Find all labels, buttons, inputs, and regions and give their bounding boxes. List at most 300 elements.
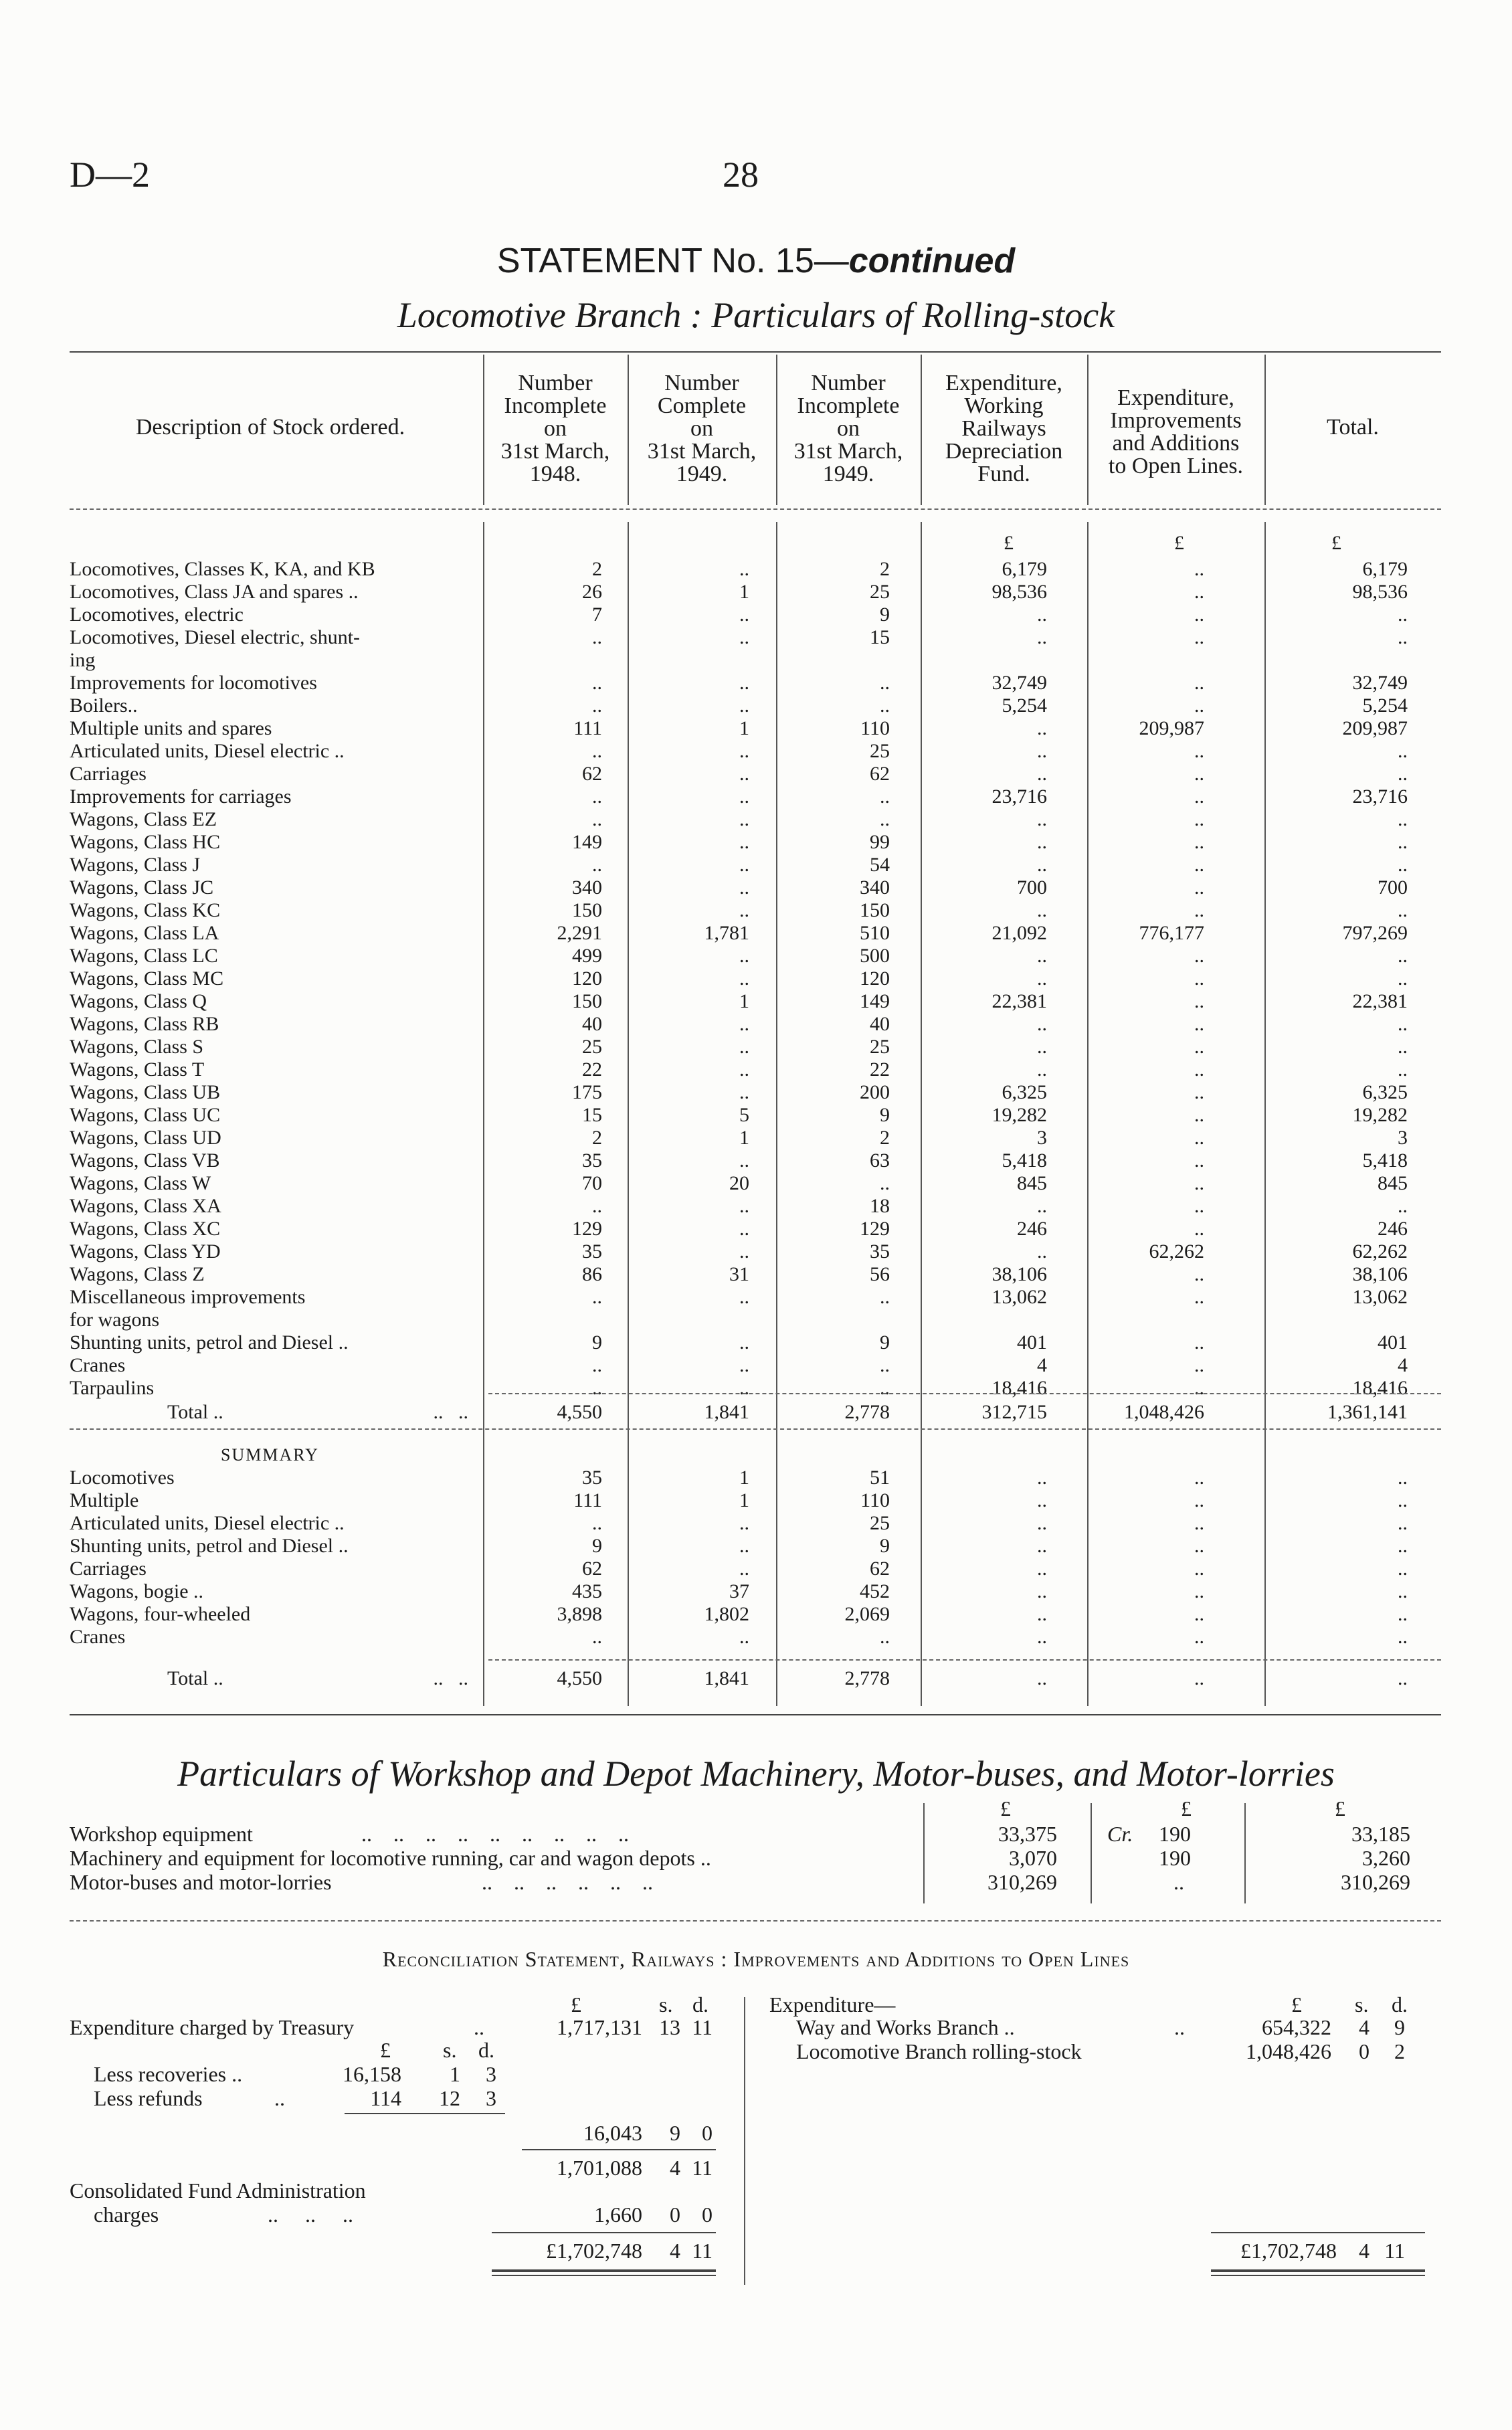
leader-dots: .. bbox=[274, 2086, 285, 2110]
recoveries-pence: 3 bbox=[486, 2062, 496, 2086]
stock-value: 54 bbox=[870, 854, 890, 876]
summary-description: Carriages bbox=[70, 1558, 147, 1580]
table-top-rule bbox=[70, 351, 1441, 353]
header-line: on bbox=[837, 416, 860, 441]
stock-value: .. bbox=[739, 603, 749, 626]
summary-value: .. bbox=[1398, 1512, 1408, 1534]
stock-value: .. bbox=[739, 672, 749, 694]
consolidated-label: Consolidated Fund Administration bbox=[70, 2178, 366, 2203]
stock-value: .. bbox=[1037, 1195, 1047, 1217]
stock-value: 62 bbox=[870, 763, 890, 785]
stock-value: 15 bbox=[582, 1104, 602, 1126]
stock-value: .. bbox=[1398, 945, 1408, 967]
stock-value: .. bbox=[1037, 945, 1047, 967]
stock-value: 25 bbox=[582, 1036, 602, 1058]
summary-value: .. bbox=[1037, 1467, 1047, 1489]
less-total-pounds: 16,043 bbox=[583, 2121, 642, 2145]
workshop-amount: 3,070 bbox=[1009, 1846, 1057, 1870]
stock-value: 120 bbox=[860, 967, 890, 990]
stock-description: Boilers.. bbox=[70, 694, 138, 717]
stock-value: .. bbox=[1194, 1263, 1204, 1285]
summary-value: .. bbox=[1037, 1626, 1047, 1648]
stock-value: .. bbox=[1194, 1331, 1204, 1353]
summary-value: .. bbox=[1194, 1580, 1204, 1602]
stock-value: .. bbox=[1037, 899, 1047, 921]
workshop-amount: 310,269 bbox=[987, 1870, 1057, 1894]
stock-value: 56 bbox=[870, 1263, 890, 1285]
summary-value: .. bbox=[1194, 1467, 1204, 1489]
summary-value: .. bbox=[1194, 1626, 1204, 1648]
stock-value: 150 bbox=[572, 990, 602, 1012]
header-line: 1949. bbox=[676, 462, 728, 486]
stock-value: .. bbox=[1037, 1036, 1047, 1058]
summary-value: .. bbox=[1037, 1512, 1047, 1534]
stock-value: 31 bbox=[729, 1263, 749, 1285]
summary-value: 1,802 bbox=[704, 1603, 749, 1625]
summary-total-rule bbox=[488, 1659, 1441, 1661]
summary-value: .. bbox=[1398, 1580, 1408, 1602]
stock-value: 246 bbox=[1017, 1218, 1047, 1240]
stock-value: 499 bbox=[572, 945, 602, 967]
stock-value: .. bbox=[739, 763, 749, 785]
stock-value: 38,106 bbox=[1352, 1263, 1408, 1285]
stock-value: .. bbox=[1194, 694, 1204, 717]
recoveries-pounds: 16,158 bbox=[343, 2062, 401, 2086]
leader-dots: .. .. bbox=[433, 1667, 468, 1689]
stock-value: .. bbox=[1194, 1149, 1204, 1172]
summary-value: 62 bbox=[870, 1558, 890, 1580]
summary-value: .. bbox=[592, 1512, 602, 1534]
stock-row bbox=[0, 558, 1512, 581]
stock-value: .. bbox=[1398, 740, 1408, 762]
stock-value: 22 bbox=[870, 1058, 890, 1081]
charged-shillings: 13 bbox=[659, 2015, 680, 2039]
stock-row bbox=[0, 1354, 1512, 1377]
summary-description: Cranes bbox=[70, 1626, 126, 1648]
workshop-desc: Machinery and equipment for locomotive running, car and wagon depots .. bbox=[70, 1846, 711, 1870]
stock-description: Wagons, Class XC bbox=[70, 1218, 221, 1240]
stock-value: 9 bbox=[880, 1331, 890, 1353]
stock-value: .. bbox=[592, 740, 602, 762]
stock-value: 18,416 bbox=[991, 1377, 1047, 1399]
summary-heading-row bbox=[0, 1444, 1512, 1467]
stock-value: 9 bbox=[880, 1104, 890, 1126]
stock-value: 401 bbox=[1017, 1331, 1047, 1353]
credit-label: Cr. bbox=[1107, 1822, 1133, 1846]
stock-value: 22 bbox=[582, 1058, 602, 1081]
stock-value: .. bbox=[592, 672, 602, 694]
header-improvements bbox=[1087, 387, 1264, 478]
summary-row bbox=[0, 1489, 1512, 1512]
stock-value: .. bbox=[739, 1218, 749, 1240]
currency-mark: £ bbox=[1331, 532, 1341, 554]
stock-value: 2 bbox=[592, 1127, 602, 1149]
stock-value: 62 bbox=[582, 763, 602, 785]
stock-value: .. bbox=[739, 1331, 749, 1353]
stock-value: .. bbox=[592, 1377, 602, 1399]
summary-row bbox=[0, 1558, 1512, 1580]
stock-value: .. bbox=[1194, 808, 1204, 830]
stock-row bbox=[0, 831, 1512, 854]
summary-description: Shunting units, petrol and Diesel .. bbox=[70, 1535, 349, 1557]
stock-value: .. bbox=[1037, 1058, 1047, 1081]
stock-value: 9 bbox=[592, 1331, 602, 1353]
stock-value: .. bbox=[1194, 1218, 1204, 1240]
charged-pounds: 1,717,131 bbox=[557, 2015, 642, 2039]
double-rule bbox=[1211, 2269, 1425, 2272]
double-rule bbox=[1211, 2275, 1425, 2276]
summary-row bbox=[0, 1603, 1512, 1626]
workshop-credit: 190 bbox=[1159, 1822, 1191, 1846]
stock-value: 6,325 bbox=[1362, 1081, 1408, 1103]
stock-value: .. bbox=[1194, 1195, 1204, 1217]
stock-value: .. bbox=[1194, 1013, 1204, 1035]
stock-value: 7 bbox=[592, 603, 602, 626]
stock-value: .. bbox=[1194, 876, 1204, 899]
hdr-pounds: £ bbox=[1291, 1992, 1302, 2017]
total-value: 1,841 bbox=[704, 1401, 749, 1423]
stock-value: 98,536 bbox=[1352, 581, 1408, 603]
statement-title bbox=[0, 241, 1512, 281]
refunds-label: Less refunds bbox=[94, 2086, 203, 2110]
stock-value: .. bbox=[1194, 740, 1204, 762]
stock-value: .. bbox=[739, 899, 749, 921]
stock-description: Wagons, Class EZ bbox=[70, 808, 217, 830]
total-row bbox=[0, 1401, 1512, 1424]
header-line: 31st March, bbox=[793, 439, 903, 464]
stock-value: .. bbox=[592, 785, 602, 808]
stock-row bbox=[0, 763, 1512, 785]
stock-value: 209,987 bbox=[1139, 717, 1204, 739]
stock-value: .. bbox=[1398, 1195, 1408, 1217]
stock-row bbox=[0, 1309, 1512, 1331]
workshop-credit: 190 bbox=[1159, 1846, 1191, 1870]
workshop-desc: Motor-buses and motor-lorries bbox=[70, 1870, 332, 1894]
reconciliation-title: Reconciliation Statement, Railways : Improvements and Additions to Open Lines bbox=[382, 1947, 1130, 1971]
stock-value: 35 bbox=[582, 1240, 602, 1263]
stock-value: .. bbox=[1194, 1354, 1204, 1376]
summary-value: .. bbox=[1398, 1489, 1408, 1511]
summary-description: Locomotives bbox=[70, 1467, 175, 1489]
stock-value: .. bbox=[1398, 831, 1408, 853]
stock-value: .. bbox=[739, 876, 749, 899]
currency-mark: £ bbox=[1000, 1796, 1011, 1820]
workshop-amount: 33,375 bbox=[998, 1822, 1057, 1846]
stock-value: 25 bbox=[870, 740, 890, 762]
stock-value: 40 bbox=[582, 1013, 602, 1035]
stock-value: 5,418 bbox=[1002, 1149, 1047, 1172]
stock-value: 62,262 bbox=[1352, 1240, 1408, 1263]
stock-value: .. bbox=[1194, 1104, 1204, 1126]
stock-description: Wagons, Class VB bbox=[70, 1149, 220, 1172]
summary-value: .. bbox=[1037, 1558, 1047, 1580]
stock-row bbox=[0, 603, 1512, 626]
stock-row bbox=[0, 1331, 1512, 1354]
stock-value: .. bbox=[1037, 967, 1047, 990]
stock-value: 25 bbox=[870, 581, 890, 603]
loco-pence: 2 bbox=[1394, 2039, 1405, 2063]
stock-value: 149 bbox=[860, 990, 890, 1012]
summary-row bbox=[0, 1626, 1512, 1649]
stock-value: .. bbox=[880, 1172, 890, 1194]
stock-row bbox=[0, 876, 1512, 899]
summary-value: 435 bbox=[572, 1580, 602, 1602]
workshop-desc: Workshop equipment bbox=[70, 1822, 253, 1846]
stock-description: Wagons, Class W bbox=[70, 1172, 211, 1194]
stock-value: .. bbox=[592, 1286, 602, 1308]
stock-value: 3 bbox=[1037, 1127, 1047, 1149]
loco-pounds: 1,048,426 bbox=[1246, 2039, 1331, 2063]
header-line: Number bbox=[811, 371, 886, 395]
total-value: 2,778 bbox=[844, 1401, 890, 1423]
stock-row bbox=[0, 1172, 1512, 1195]
stock-row bbox=[0, 785, 1512, 808]
consolidated-shillings: 0 bbox=[670, 2203, 680, 2227]
header-line: 1949. bbox=[822, 462, 874, 486]
less-total-pence: 0 bbox=[702, 2121, 713, 2145]
stock-value: .. bbox=[739, 945, 749, 967]
stock-description: Carriages bbox=[70, 763, 147, 785]
total-label: Total .. bbox=[167, 1401, 223, 1423]
stock-description: Locomotives, Classes K, KA, and KB bbox=[70, 558, 375, 580]
summary-value: 2,069 bbox=[844, 1603, 890, 1625]
stock-value: .. bbox=[1194, 945, 1204, 967]
stock-value: .. bbox=[1398, 808, 1408, 830]
stock-description: Wagons, Class T bbox=[70, 1058, 205, 1081]
stock-row bbox=[0, 922, 1512, 945]
summary-value: .. bbox=[1194, 1489, 1204, 1511]
summary-value: .. bbox=[1398, 1603, 1408, 1625]
stock-value: 5,254 bbox=[1002, 694, 1047, 717]
stock-description: Locomotives, Class JA and spares .. bbox=[70, 581, 359, 603]
stock-value: .. bbox=[739, 785, 749, 808]
stock-value: 149 bbox=[572, 831, 602, 853]
stock-row bbox=[0, 1149, 1512, 1172]
stock-value: .. bbox=[739, 1081, 749, 1103]
header-line: Number bbox=[664, 371, 739, 395]
stock-value: .. bbox=[1037, 626, 1047, 648]
stock-value: 13,062 bbox=[991, 1286, 1047, 1308]
workshop-row bbox=[0, 1846, 1512, 1870]
stock-value: 1 bbox=[739, 990, 749, 1012]
stock-value: .. bbox=[739, 808, 749, 830]
leader-dots: .. bbox=[474, 2015, 484, 2039]
stock-value: .. bbox=[1194, 831, 1204, 853]
header-line: Expenditure, bbox=[945, 371, 1062, 395]
summary-value: .. bbox=[1398, 1535, 1408, 1557]
loco-branch-label: Locomotive Branch rolling-stock bbox=[796, 2039, 1082, 2063]
right-grand-pence: 11 bbox=[1384, 2239, 1405, 2263]
stock-value: .. bbox=[739, 854, 749, 876]
summary-value: 62 bbox=[582, 1558, 602, 1580]
stock-value: 40 bbox=[870, 1013, 890, 1035]
statement-title-continued: continued bbox=[848, 242, 1016, 280]
loco-shillings: 0 bbox=[1359, 2039, 1369, 2063]
stock-row bbox=[0, 1058, 1512, 1081]
summary-value: .. bbox=[880, 1626, 890, 1648]
leader-dots: .. .. .. .. .. .. bbox=[482, 1870, 653, 1894]
stock-value: .. bbox=[739, 1354, 749, 1376]
stock-value: 22,381 bbox=[991, 990, 1047, 1012]
stock-value: .. bbox=[880, 785, 890, 808]
stock-description: Cranes bbox=[70, 1354, 126, 1376]
stock-value: .. bbox=[739, 1036, 749, 1058]
total-value: 312,715 bbox=[981, 1401, 1047, 1423]
workshop-total: 3,260 bbox=[1362, 1846, 1410, 1870]
consolidated-label-2: charges bbox=[94, 2203, 159, 2227]
left-grand-pounds: £1,702,748 bbox=[546, 2239, 642, 2263]
stock-value: 845 bbox=[1017, 1172, 1047, 1194]
stock-value: .. bbox=[880, 1286, 890, 1308]
workshop-title: Particulars of Workshop and Depot Machinery, Motor-buses, and Motor-lorries bbox=[177, 1754, 1335, 1794]
stock-value: 110 bbox=[860, 717, 890, 739]
hdr-pence: d. bbox=[692, 1992, 708, 2017]
stock-row bbox=[0, 899, 1512, 922]
stock-description: Wagons, Class UD bbox=[70, 1127, 221, 1149]
summary-value: .. bbox=[739, 1626, 749, 1648]
stock-description: Improvements for carriages bbox=[70, 785, 292, 808]
total-value: 1,361,141 bbox=[1327, 1401, 1408, 1423]
stock-value: .. bbox=[1398, 967, 1408, 990]
sub-hdr-pence: d. bbox=[478, 2038, 494, 2062]
stock-description: Locomotives, Diesel electric, shunt- bbox=[70, 626, 361, 648]
left-grand-pence: 11 bbox=[692, 2239, 713, 2263]
stock-description: Wagons, Class LC bbox=[70, 945, 218, 967]
stock-value: .. bbox=[1398, 626, 1408, 648]
stock-row bbox=[0, 717, 1512, 740]
summary-row bbox=[0, 1512, 1512, 1535]
stock-value: 13,062 bbox=[1352, 1286, 1408, 1308]
stock-row bbox=[0, 1218, 1512, 1240]
summary-total-label: Total .. bbox=[167, 1667, 223, 1689]
stock-value: 111 bbox=[573, 717, 602, 739]
summary-value: .. bbox=[739, 1535, 749, 1557]
stock-value: .. bbox=[739, 1377, 749, 1399]
stock-value: .. bbox=[1037, 831, 1047, 853]
summary-value: 3,898 bbox=[557, 1603, 602, 1625]
summary-row bbox=[0, 1467, 1512, 1489]
less-total-shillings: 9 bbox=[670, 2121, 680, 2145]
currency-mark: £ bbox=[1181, 1796, 1192, 1820]
header-line: to Open Lines. bbox=[1108, 454, 1244, 478]
sub-rule bbox=[522, 2149, 716, 2150]
header-incomplete-1949 bbox=[776, 372, 921, 486]
double-rule bbox=[492, 2275, 716, 2276]
stock-row bbox=[0, 1104, 1512, 1127]
stock-value: 4 bbox=[1037, 1354, 1047, 1376]
stock-value: 5,418 bbox=[1362, 1149, 1408, 1172]
summary-value: .. bbox=[1194, 1558, 1204, 1580]
stock-row bbox=[0, 854, 1512, 876]
table-bottom-rule bbox=[70, 1714, 1441, 1715]
stock-value: 340 bbox=[572, 876, 602, 899]
stock-description: Multiple units and spares bbox=[70, 717, 272, 739]
stock-value: 20 bbox=[729, 1172, 749, 1194]
stock-description: Wagons, Class LA bbox=[70, 922, 219, 944]
stock-description: for wagons bbox=[70, 1309, 160, 1331]
stock-value: 150 bbox=[572, 899, 602, 921]
summary-description: Wagons, four-wheeled bbox=[70, 1603, 251, 1625]
summary-value: 1 bbox=[739, 1467, 749, 1489]
summary-value: .. bbox=[1398, 1558, 1408, 1580]
header-line: Expenditure, bbox=[1117, 385, 1234, 410]
stock-value: .. bbox=[880, 1354, 890, 1376]
summary-value: 35 bbox=[582, 1467, 602, 1489]
stock-value: 700 bbox=[1017, 876, 1047, 899]
stock-value: 1 bbox=[739, 717, 749, 739]
stock-description: Wagons, Class JC bbox=[70, 876, 214, 899]
stock-value: 776,177 bbox=[1139, 922, 1204, 944]
workshop-credit: .. bbox=[1173, 1870, 1184, 1894]
total-bottom-rule bbox=[70, 1428, 1441, 1430]
statement-subtitle: Locomotive Branch : Particulars of Rolling-stock bbox=[397, 295, 1115, 335]
stock-value: .. bbox=[1037, 1013, 1047, 1035]
stock-value: 99 bbox=[870, 831, 890, 853]
stock-value: .. bbox=[739, 831, 749, 853]
header-line: Incomplete bbox=[504, 393, 607, 418]
stock-value: 26 bbox=[582, 581, 602, 603]
hdr-shillings: s. bbox=[659, 1992, 673, 2017]
stock-value: .. bbox=[1194, 763, 1204, 785]
workshop-row bbox=[0, 1822, 1512, 1846]
stock-description: Wagons, Class S bbox=[70, 1036, 204, 1058]
summary-value: .. bbox=[1398, 1626, 1408, 1648]
stock-value: 9 bbox=[880, 603, 890, 626]
net-pounds: 1,701,088 bbox=[557, 2156, 642, 2180]
stock-value: 150 bbox=[860, 899, 890, 921]
summary-value: .. bbox=[592, 1626, 602, 1648]
stock-value: .. bbox=[739, 694, 749, 717]
stock-row bbox=[0, 1127, 1512, 1149]
stock-value: .. bbox=[592, 808, 602, 830]
total-rule bbox=[488, 1393, 1441, 1394]
way-works-label: Way and Works Branch .. bbox=[796, 2015, 1015, 2039]
summary-total-value: .. bbox=[1398, 1667, 1408, 1689]
header-description: Description of Stock ordered. bbox=[135, 415, 405, 440]
stock-description: Wagons, Class UB bbox=[70, 1081, 221, 1103]
leader-dots: .. .. .. .. .. .. .. .. .. bbox=[361, 1822, 629, 1846]
stock-value: .. bbox=[1194, 854, 1204, 876]
consolidated-pounds: 1,660 bbox=[594, 2203, 642, 2227]
stock-value: 1 bbox=[739, 1127, 749, 1149]
stock-description: Wagons, Class MC bbox=[70, 967, 224, 990]
stock-row bbox=[0, 626, 1512, 649]
summary-description: Multiple bbox=[70, 1489, 139, 1511]
stock-row bbox=[0, 672, 1512, 694]
stock-value: .. bbox=[1194, 1377, 1204, 1399]
header-depreciation-fund bbox=[921, 372, 1087, 486]
charged-pence: 11 bbox=[692, 2015, 713, 2039]
stock-description: Improvements for locomotives bbox=[70, 672, 317, 694]
stock-value: .. bbox=[1194, 967, 1204, 990]
stock-value: .. bbox=[1194, 672, 1204, 694]
summary-value: .. bbox=[1398, 1467, 1408, 1489]
stock-value: 175 bbox=[572, 1081, 602, 1103]
header-total: Total. bbox=[1327, 415, 1379, 440]
stock-value: 63 bbox=[870, 1149, 890, 1172]
table-header-rule bbox=[70, 508, 1441, 510]
stock-value: .. bbox=[1194, 1286, 1204, 1308]
header-line: Railways bbox=[961, 416, 1046, 441]
page-reference: D—2 bbox=[70, 155, 150, 195]
header-line: Incomplete bbox=[797, 393, 900, 418]
stock-value: .. bbox=[739, 1240, 749, 1263]
sub-rule bbox=[345, 2113, 505, 2114]
stock-description: Miscellaneous improvements bbox=[70, 1286, 306, 1308]
right-grand-pounds: £1,702,748 bbox=[1240, 2239, 1337, 2263]
charged-label: Expenditure charged by Treasury bbox=[70, 2015, 355, 2039]
stock-value: 35 bbox=[582, 1149, 602, 1172]
